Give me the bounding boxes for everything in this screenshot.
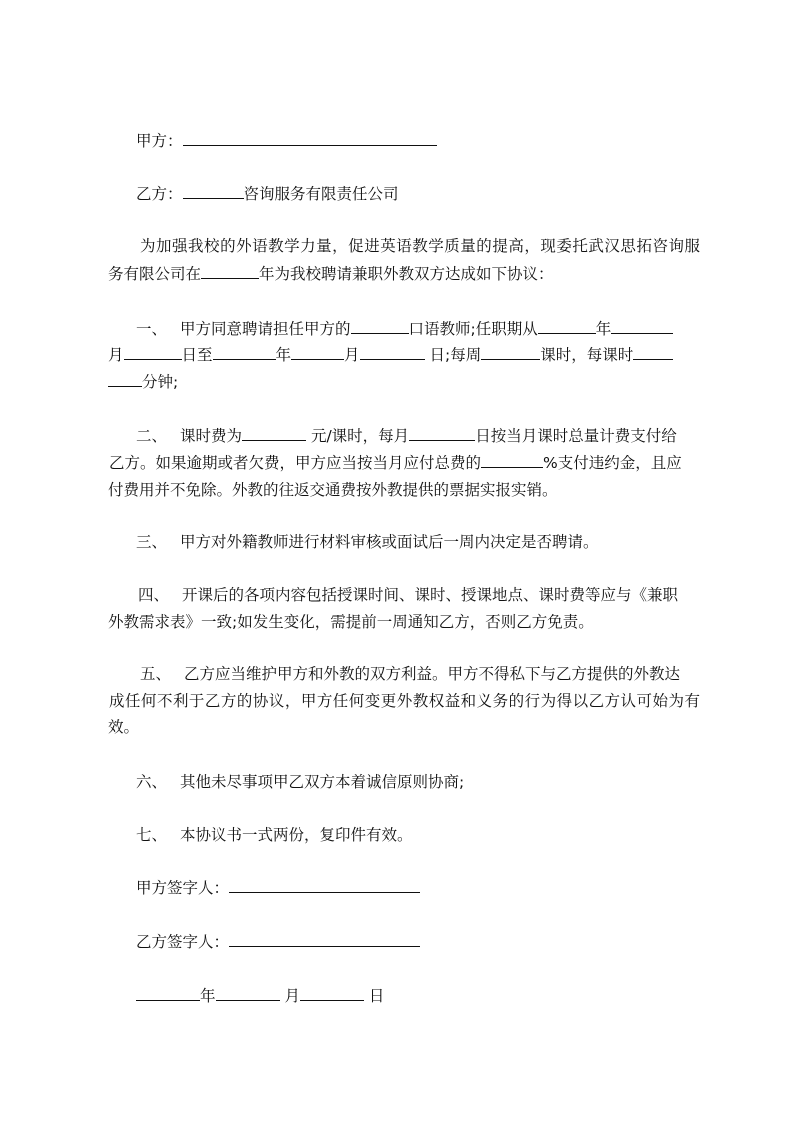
clause-7-line: 七、 本协议书一式两份，复印件有效。 — [136, 826, 413, 844]
clause-7-number: 七、 — [136, 826, 168, 844]
date-year-blank[interactable] — [136, 986, 200, 1001]
sign-b-label: 乙方签字人： — [136, 933, 230, 951]
clause-1-number: 一、 — [136, 320, 168, 338]
party-b-blank[interactable] — [183, 184, 244, 199]
party-a-blank[interactable] — [183, 131, 437, 146]
party-b-line — [136, 184, 399, 204]
clause-1-blank-end-year[interactable] — [213, 345, 276, 360]
clause-2-number: 二、 — [136, 427, 168, 445]
sign-b-line — [136, 932, 420, 952]
clause-4-line-1: 四、 开课后的各项内容包括授课时间、课时、授课地点、课时费等应与《兼职 — [138, 586, 679, 604]
clause-1-blank-minutes-b[interactable] — [108, 372, 142, 387]
clause-3-line: 三、 甲方对外籍教师进行材料审核或面试后一周内决定是否聘请。 — [136, 533, 599, 551]
clause-1-line-2: 月 日至 年 月 日;每周 课时，每课时 — [108, 345, 673, 365]
intro-year-blank[interactable] — [201, 264, 259, 279]
clause-4-number: 四、 — [138, 586, 170, 604]
clause-1-line-3: 分钟; — [108, 372, 178, 392]
clause-5-line-1: 五、 乙方应当维护甲方和外教的双方利益。甲方不得私下与乙方提供的外教达 — [140, 665, 681, 683]
clause-5-line-2: 成任何不利于乙方的协议，甲方任何变更外教权益和义务的行为得以乙方认可始为有 — [109, 692, 700, 710]
clause-6-number: 六、 — [136, 773, 168, 791]
clause-1-blank-end-month[interactable] — [291, 345, 344, 360]
clause-2-blank-rate[interactable] — [242, 426, 306, 441]
clause-1-blank-start-month[interactable] — [611, 319, 673, 334]
date-month-blank[interactable] — [216, 986, 280, 1001]
clause-2-line-1: 二、 课时费为 元/课时，每月 日按当月课时总量计费支付给 — [136, 427, 677, 445]
intro-line-2: 务有限公司在 年为我校聘请兼职外教双方达成如下协议： — [108, 265, 554, 283]
party-b-suffix: 咨询服务有限责任公司 — [243, 185, 399, 203]
clause-1-blank-minutes-a[interactable] — [633, 345, 673, 360]
clause-1-blank-start-day[interactable] — [124, 345, 182, 360]
sign-a-line — [136, 878, 420, 898]
clause-6-line: 六、 其他未尽事项甲乙双方本着诚信原则协商; — [136, 773, 465, 791]
clause-1-blank-weekly-hours[interactable] — [481, 345, 540, 360]
clause-1-blank-end-day[interactable] — [360, 345, 425, 360]
party-a-line — [136, 131, 437, 151]
intro-line-1: 为加强我校的外语教学力量，促进英语教学质量的提高，现委托武汉思拓咨询服 — [140, 237, 700, 255]
clause-4-line-2: 外教需求表》一致;如发生变化，需提前一周通知乙方，否则乙方免责。 — [108, 613, 594, 631]
clause-2-blank-pay-day[interactable] — [409, 426, 475, 441]
clause-1-line-1: 一、 甲方同意聘请担任甲方的 口语教师;任职期从 年 — [136, 319, 673, 339]
clause-5-number: 五、 — [140, 665, 172, 683]
clause-2-line-3: 付费用并不免除。外教的往返交通费按外教提供的票据实报实销。 — [108, 481, 558, 499]
clause-2-line-2: 乙方。如果逾期或者欠费，甲方应当按当月应付总费的 %支付违约金，且应 — [109, 454, 682, 472]
party-b-label: 乙方： — [136, 185, 183, 203]
clause-1-blank-start-year[interactable] — [538, 319, 596, 334]
sign-a-label: 甲方签字人： — [136, 879, 230, 897]
party-a-label: 甲方： — [136, 132, 183, 150]
sign-b-blank[interactable] — [229, 932, 420, 947]
clause-5-line-3: 效。 — [108, 718, 140, 736]
clause-2-blank-penalty[interactable] — [481, 453, 543, 468]
clause-1-blank-role[interactable] — [351, 319, 409, 334]
date-day-blank[interactable] — [300, 986, 364, 1001]
date-line: 年 月 日 — [136, 986, 384, 1006]
clause-3-number: 三、 — [136, 533, 168, 551]
sign-a-blank[interactable] — [229, 878, 420, 893]
